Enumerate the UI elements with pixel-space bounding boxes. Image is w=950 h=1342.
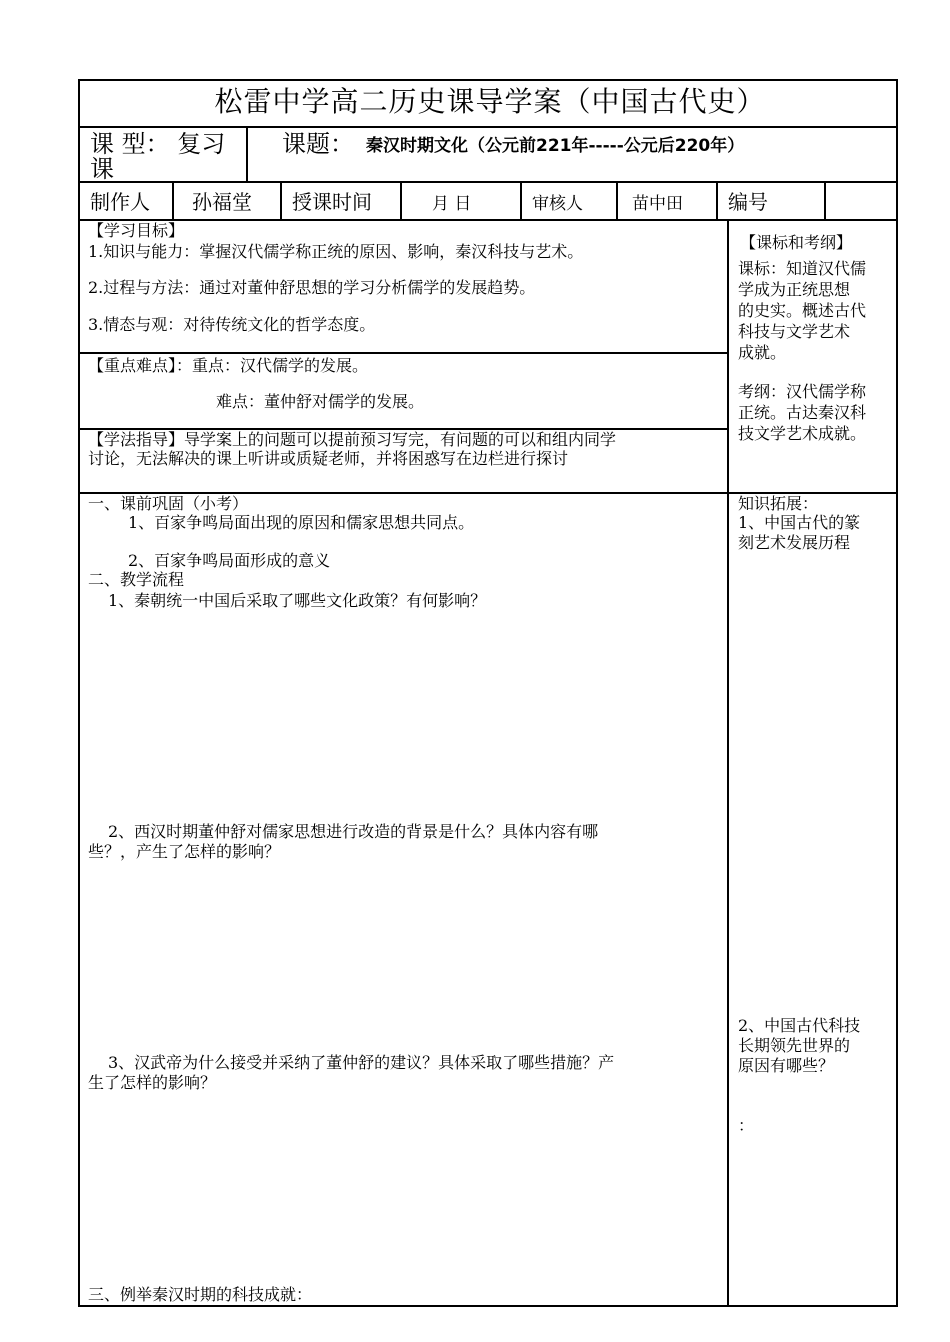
document-frame xyxy=(78,79,898,1307)
extension-heading: 知识拓展： xyxy=(738,494,819,513)
standards-heading: 【课标和考纲】 xyxy=(740,233,853,252)
reviewer-label: 审核人 xyxy=(532,194,583,214)
standards-line: 课标：知道汉代儒 xyxy=(738,259,867,278)
question: 3、汉武帝为什么接受并采纳了董仲舒的建议？具体采取了哪些措施？产 xyxy=(108,1053,615,1072)
section-heading: 一、课前巩固（小考） xyxy=(88,494,249,513)
maker-label: 制作人 xyxy=(90,190,150,214)
maker-value: 孙福堂 xyxy=(192,190,252,214)
divider xyxy=(400,181,402,219)
question-cont: 生了怎样的影响？ xyxy=(88,1073,217,1092)
topic-label: 课题： xyxy=(282,130,354,158)
reviewer-value: 苗中田 xyxy=(632,194,683,214)
question: 2、西汉时期董仲舒对儒家思想进行改造的背景是什么？具体内容有哪 xyxy=(108,822,599,841)
standards-line: 学成为正统思想 xyxy=(738,280,851,299)
standards-line: 正统。古达秦汉科 xyxy=(738,403,867,422)
question-cont: 些？，产生了怎样的影响？ xyxy=(88,842,281,861)
course-type-label: 课 型： 复习 xyxy=(90,130,226,158)
extension-question-cont: 原因有哪些？ xyxy=(738,1056,835,1075)
divider xyxy=(80,181,896,183)
standards-line: 科技与文学艺术 xyxy=(738,322,851,341)
extension-question-cont: 长期领先世界的 xyxy=(738,1036,851,1055)
divider xyxy=(80,126,896,128)
study-guidance-cont: 讨论，无法解决的课上听讲或质疑老师，并将困惑写在边栏进行探讨 xyxy=(88,449,569,468)
time-label: 授课时间 xyxy=(292,190,372,214)
extension-question: 1、中国古代的篆 xyxy=(738,513,861,532)
extension-question-cont: 刻艺术发展历程 xyxy=(738,533,851,552)
section-heading: 三、例举秦汉时期的科技成就： xyxy=(88,1285,313,1304)
question: 1、百家争鸣局面出现的原因和儒家思想共同点。 xyxy=(128,513,475,532)
divider xyxy=(616,181,618,219)
question: 2、百家争鸣局面形成的意义 xyxy=(128,551,331,570)
divider xyxy=(824,181,826,219)
study-guidance: 【学法指导】导学案上的问题可以提前预习写完，有问题的可以和组内同学 xyxy=(88,430,617,449)
objective-item: 2.过程与方法：通过对董仲舒思想的学习分析儒学的发展趋势。 xyxy=(88,278,536,297)
course-type-label-cont: 课 xyxy=(90,155,114,183)
divider xyxy=(172,181,174,219)
divider xyxy=(80,219,896,221)
objective-item: 1.知识与能力：掌握汉代儒学称正统的原因、影响，秦汉科技与艺术。 xyxy=(88,242,584,261)
divider xyxy=(246,126,248,181)
topic-value: 秦汉时期文化（公元前221年-----公元后220年） xyxy=(366,136,745,156)
page-title: 松雷中学高二历史课导学案（中国古代史） xyxy=(214,85,766,118)
divider xyxy=(80,352,727,354)
divider xyxy=(280,181,282,219)
key-points: 【重点难点】：重点：汉代儒学的发展。 xyxy=(88,356,369,375)
difficult-points: 难点：董仲舒对儒学的发展。 xyxy=(216,392,425,411)
objective-item: 3.情态与观：对待传统文化的哲学态度。 xyxy=(88,315,376,334)
standards-line: 的史实。概述古代 xyxy=(738,301,867,320)
number-label: 编号 xyxy=(728,190,768,214)
standards-line: 成就。 xyxy=(738,343,787,362)
standards-line: 技文学艺术成就。 xyxy=(738,424,867,443)
question: 1、秦朝统一中国后采取了哪些文化政策？有何影响？ xyxy=(108,591,487,610)
extension-colon: ： xyxy=(738,1116,755,1135)
extension-question: 2、中国古代科技 xyxy=(738,1016,861,1035)
standards-line: 考纲：汉代儒学称 xyxy=(738,382,867,401)
time-value: 月 日 xyxy=(432,194,472,214)
objectives-heading: 【学习目标】 xyxy=(88,221,185,240)
divider xyxy=(727,219,729,1307)
divider xyxy=(716,181,718,219)
divider xyxy=(520,181,522,219)
section-heading: 二、教学流程 xyxy=(88,570,185,589)
